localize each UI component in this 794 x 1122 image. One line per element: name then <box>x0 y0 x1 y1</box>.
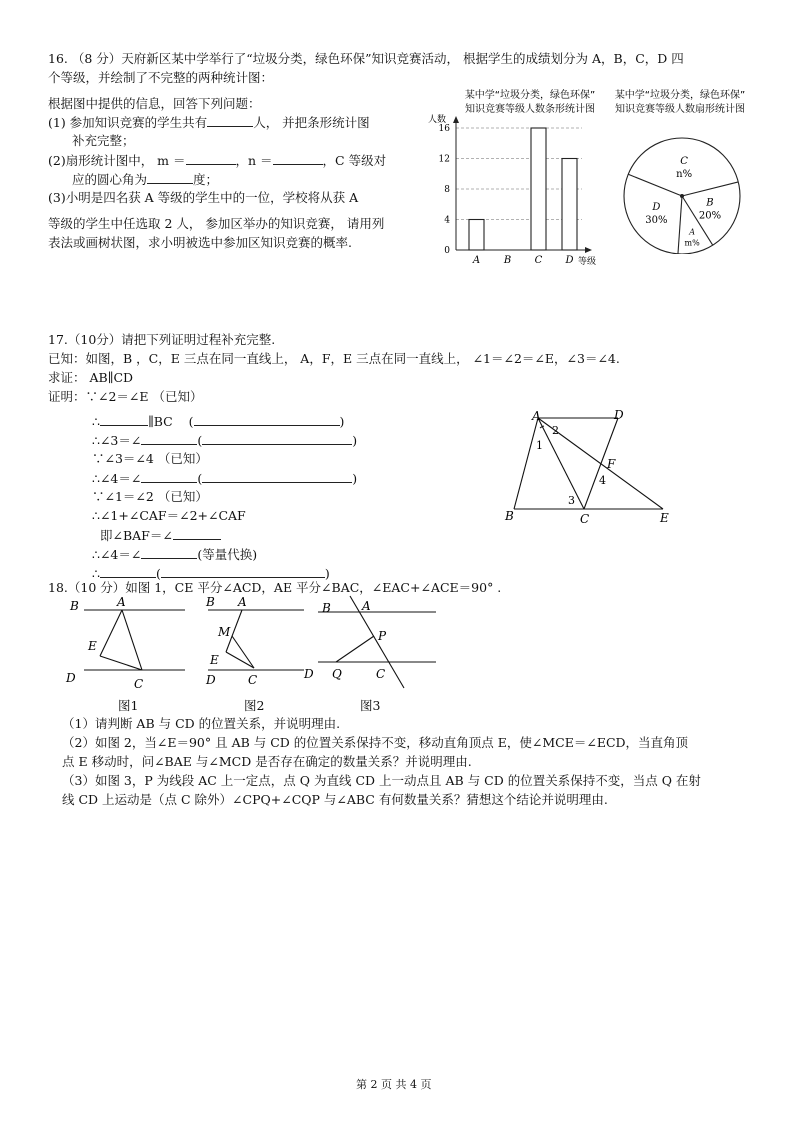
x-tick-label-D: D <box>565 255 574 266</box>
q16-line2: 个等级，并绘制了不完整的两种统计图： <box>48 70 274 85</box>
q18-part3: （3）如图 3，P 为线段 AC 上一定点，点 Q 为直线 CD 上一动点且 AB 与 CD 的位置关系保持不变，当点 Q 在射 <box>62 773 701 788</box>
q17-figure <box>500 406 680 528</box>
label-C: C <box>376 667 386 681</box>
q17-step-text: (等量代换) <box>197 547 258 562</box>
q16-p2-text2: ，n ＝ <box>235 153 273 168</box>
label-A: A <box>238 595 247 609</box>
label-A: A <box>362 599 371 613</box>
q17-step2 <box>92 432 357 448</box>
segment-MC <box>232 636 254 668</box>
answer-blank[interactable] <box>186 152 236 165</box>
slice-pct-A: m% <box>684 238 700 248</box>
label-E: E <box>210 653 219 667</box>
answer-blank[interactable] <box>147 171 193 184</box>
q16-part2-cont <box>72 171 218 187</box>
pie-chart-title-1: 某中学“垃圾分类，绿色环保” <box>614 90 746 101</box>
q18-figure-2-caption: 图2 <box>244 698 265 713</box>
q17-step1 <box>92 413 344 429</box>
label-angle-3: 3 <box>568 494 575 507</box>
q17-step-text: ( <box>197 471 203 486</box>
x-tick-label-A: A <box>472 255 481 266</box>
q16-part3-cont2: 表法或画树状图，求小明被选中参加区知识竞赛的概率. <box>48 235 352 250</box>
page-footer: 第 2 页 共 4 页 <box>356 1078 432 1091</box>
bar-chart-title-1: 某中学“垃圾分类，绿色环保” <box>464 90 596 101</box>
label-P: P <box>378 629 387 643</box>
label-D: D <box>66 671 76 685</box>
label-D: D <box>206 673 216 687</box>
q16-p2-text3: ，C 等级对 <box>322 153 387 168</box>
q17-prove: 求证： AB∥CD <box>48 370 134 385</box>
q17-step-text: ( <box>188 414 194 429</box>
q18-figure-3 <box>302 592 440 696</box>
q17-proof-start: 证明：∵∠2＝∠E （已知） <box>48 389 203 404</box>
q17-step5: ∵∠1＝∠2 （已知） <box>92 489 208 504</box>
q17-given: 已知：如图，B ，C，E 三点在同一直线上， A，F，E 三点在同一直线上， ∠1＝∠2＝∠E，∠3＝∠4. <box>48 351 620 366</box>
answer-blank[interactable] <box>141 546 197 559</box>
answer-blank[interactable] <box>207 114 253 127</box>
q16-p2-text: (2)扇形统计图中， m ＝ <box>48 153 186 168</box>
slice-label-D: D <box>652 201 661 213</box>
q17-step9 <box>92 565 330 581</box>
q16-part2 <box>48 152 386 168</box>
q18-figure-3-caption: 图3 <box>360 698 381 713</box>
y-tick-label: 4 <box>444 215 450 226</box>
pie-chart-title-2: 知识竞赛等级人数扇形统计图 <box>615 104 745 115</box>
label-angle-4: 4 <box>599 474 606 487</box>
q18-part3-cont: 线 CD 上运动是（点 C 除外）∠CPQ+∠CQP 与∠ABC 有何数量关系？猜想这个结论并说明理由. <box>62 792 608 807</box>
slice-pct-B: 20% <box>698 210 722 222</box>
q16-part1-cont: 补充完整； <box>72 133 135 148</box>
q18-part2-cont: 点 E 移动时，问∠BAE 与∠MCD 是否存在确定的数量关系？并说明理由. <box>62 754 472 769</box>
q16-p1-text: (1) 参加知识竞赛的学生共有 <box>48 115 208 130</box>
q17-step-text: ∴ <box>92 414 100 429</box>
segment-EC <box>226 652 254 668</box>
q16-part1 <box>48 114 370 130</box>
pie-center <box>680 194 684 198</box>
q17-step3: ∵∠3＝∠4 （已知） <box>92 451 208 466</box>
q16-part3: (3)小明是四名获 A 等级的学生中的一位，学校将从获 A <box>48 190 359 205</box>
reason-blank[interactable] <box>202 470 352 483</box>
reason-blank[interactable] <box>194 413 340 426</box>
bar-D <box>562 159 577 251</box>
y-tick-label: 8 <box>444 185 450 195</box>
bar-chart <box>422 84 612 270</box>
bar-chart-title-2: 知识竞赛等级人数条形统计图 <box>465 104 595 115</box>
label-C: C <box>134 677 144 691</box>
q18-part1: （1）请判断 AB 与 CD 的位置关系，并说明理由. <box>62 716 341 731</box>
y-tick-label: 0 <box>444 246 450 256</box>
answer-blank[interactable] <box>100 413 148 426</box>
answer-blank[interactable] <box>141 432 197 445</box>
q17-step7 <box>100 527 221 543</box>
answer-blank[interactable] <box>273 152 323 165</box>
x-tick-label-C: C <box>534 255 543 266</box>
q16-line1: 16. （8 分）天府新区某中学举行了“垃圾分类，绿色环保”知识竞赛活动， 根据学生的成绩划分为 A，B，C，D 四 <box>48 51 684 66</box>
q17-step4 <box>92 470 357 486</box>
reason-blank[interactable] <box>161 565 325 578</box>
slice-pct-C: n% <box>676 168 693 180</box>
x-axis-label: 等级 <box>578 257 597 267</box>
label-B: B <box>322 601 331 615</box>
y-axis-label: 人数 <box>428 115 447 125</box>
label-C: C <box>248 673 258 687</box>
segment-EC <box>100 656 142 670</box>
slice-label-B: B <box>706 197 714 209</box>
label-E: E <box>660 511 669 525</box>
q17-step-text: ( <box>155 566 161 581</box>
bar-A <box>469 220 484 251</box>
label-B: B <box>70 599 79 613</box>
q17-step-text: ) <box>352 471 358 486</box>
label-M: M <box>218 625 231 639</box>
q18-figure-1 <box>62 594 192 696</box>
q17-step-text: ) <box>352 433 358 448</box>
label-B: B <box>206 595 215 609</box>
q17-step-text: ∴∠4＝∠ <box>92 471 142 486</box>
q18-part2: （2）如图 2，当∠E＝90° 且 AB 与 CD 的位置关系保持不变，移动直角顶点 E，使∠MCE＝∠ECD，当直角顶 <box>62 735 689 750</box>
q18-figure-2 <box>196 594 308 696</box>
label-F: F <box>607 457 616 471</box>
answer-blank[interactable] <box>141 470 197 483</box>
q18-title: 18.（10 分）如图 1，CE 平分∠ACD，AE 平分∠BAC，∠EAC+∠ACE＝90° . <box>48 580 502 595</box>
q16-part3-cont: 等级的学生中任选取 2 人， 参加区举办的知识竞赛， 请用列 <box>48 216 385 231</box>
y-tick-label: 12 <box>438 154 450 165</box>
answer-blank[interactable] <box>173 527 221 540</box>
q17-step-text: ∥BC <box>147 414 173 429</box>
segment-AC <box>538 418 584 509</box>
slice-label-C: C <box>680 155 688 167</box>
label-angle-1: 1 <box>536 439 543 452</box>
q16-p1-text2: 人， 并把条形统计图 <box>253 115 370 130</box>
y-axis-arrow <box>453 116 459 123</box>
answer-blank[interactable] <box>100 565 156 578</box>
q17-step-text: ∴ <box>92 566 100 581</box>
reason-blank[interactable] <box>202 432 352 445</box>
segment-AE <box>100 610 122 656</box>
label-angle-2: 2 <box>552 424 559 437</box>
segment-AC <box>122 610 142 670</box>
q17-title: 17.（10分）请把下列证明过程补充完整. <box>48 332 276 347</box>
q17-step-text: ) <box>339 414 345 429</box>
q17-step-text: ) <box>324 566 330 581</box>
y-tick-label: 16 <box>438 124 450 134</box>
q18-figure-1-caption: 图1 <box>118 698 139 713</box>
q17-step8 <box>92 546 257 562</box>
segment-QP <box>336 636 374 662</box>
label-Q: Q <box>332 667 342 681</box>
x-tick-label-B: B <box>503 255 512 266</box>
label-C: C <box>580 512 590 526</box>
label-D: D <box>304 667 314 681</box>
label-A: A <box>532 409 541 423</box>
q17-step-text: ( <box>197 433 203 448</box>
q16-p2-text4: 应的圆心角为 <box>72 172 148 187</box>
label-D: D <box>614 408 624 422</box>
label-B: B <box>505 509 514 523</box>
label-A: A <box>117 595 126 609</box>
slice-pct-D: 30% <box>645 214 668 226</box>
q17-step-text: 即∠BAF＝∠ <box>100 528 173 543</box>
slice-label-A: A <box>689 227 695 237</box>
label-E: E <box>88 639 97 653</box>
q16-p2-text5: 度； <box>193 172 219 187</box>
bar-C <box>531 128 546 250</box>
q17-step6: ∴∠1+∠CAF＝∠2+∠CAF <box>92 508 246 523</box>
q17-step-text: ∴∠4＝∠ <box>92 547 142 562</box>
x-axis-arrow <box>585 247 592 253</box>
q17-step-text: ∴∠3＝∠ <box>92 433 142 448</box>
segment-AB <box>514 418 538 509</box>
pie-chart <box>596 84 766 254</box>
q16-intro: 根据图中提供的信息，回答下列问题： <box>48 96 261 111</box>
